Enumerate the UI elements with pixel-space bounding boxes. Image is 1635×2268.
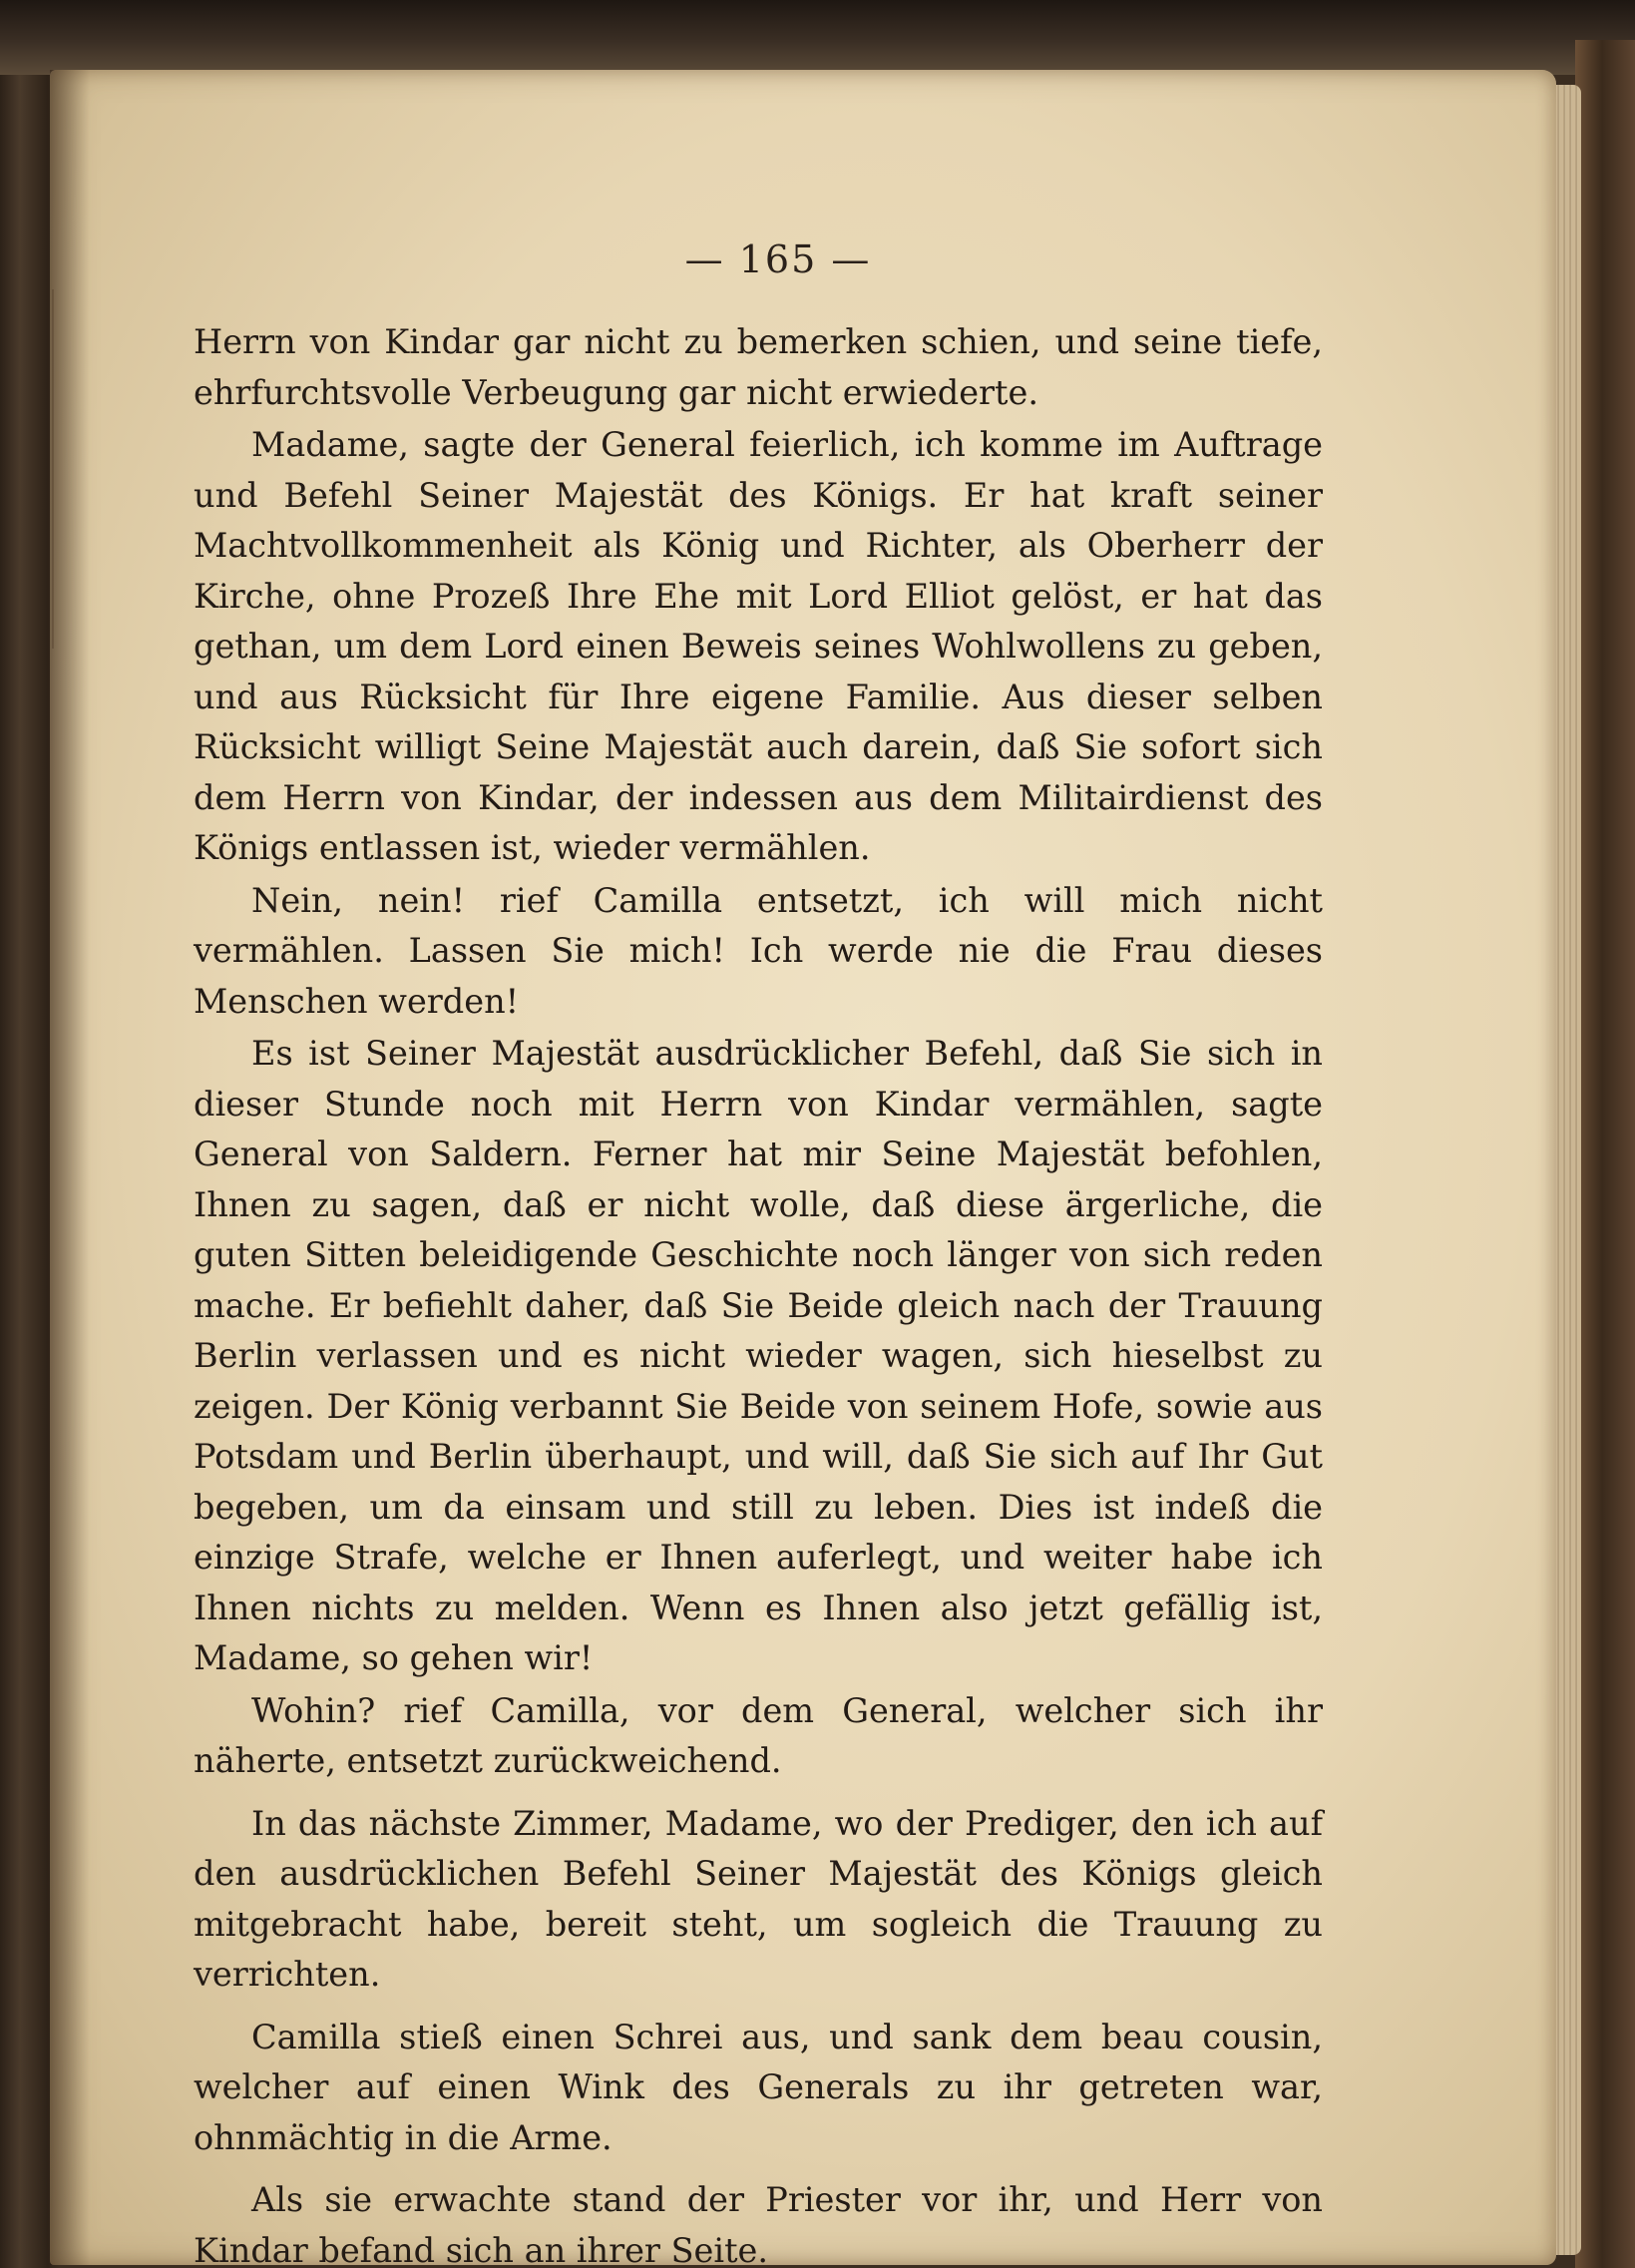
top-edge-shadow [0,0,1635,75]
paragraph: Nein, nein! rief Camilla entsetzt, ich will mich nicht vermählen. Lassen Sie mich! Ich werde nie die Frau dieses Menschen werden! [194,880,1323,1021]
paragraph: Es ist Seiner Majestät ausdrücklicher Befehl, daß Sie sich in dieser Stunde noch mit Herrn von Kindar vermählen, sagte General von Saldern. Ferner hat mir Seine Majestät befohlen, Ihnen zu sagen, daß er nicht wolle, daß diese ärgerliche, die guten Sitten beleidigende Geschichte noch länger von sich reden mache. Er befiehlt daher, daß Sie Beide gleich nach der Trauung Berlin verlassen und es nicht wieder wagen, sich hieselbst zu zeigen. Der König verbannt Sie Beide von seinem Hofe, sowie aus Potsdam und Berlin überhaupt, und will, daß Sie sich auf Ihr Gut begeben, um da einsam und still zu leben. Dies ist indeß die einzige Strafe, welche er Ihnen auferlegt, und weiter habe ich Ihnen nichts zu melden. Wenn es Ihnen also jetzt gefällig ist, Madame, so gehen wir! [194,1034,1323,1677]
paragraph: Wohin? rief Camilla, vor dem General, welcher sich ihr näherte, entsetzt zurückweichend. [194,1690,1323,1780]
book-cover-edge [1575,40,1635,2268]
paragraph: Madame, sagte der General feierlich, ich komme im Auftrage und Befehl Seiner Majestät des Königs. Er hat kraft seiner Machtvollkommenheit als König und Richter, als Oberherr der Kirche, ohne Prozeß Ihre Ehe mit Lord Elliot gelöst, er hat das gethan, um dem Lord einen Beweis seines Wohlwollens zu geben, und aus Rücksicht für Ihre eigene Familie. Aus dieser selben Rücksicht willigt Seine Majestät auch darein, daß Sie sofort sich dem Herrn von Kindar, der indessen aus dem Militairdienst des Königs entlassen ist, wieder vermählen. [194,425,1323,867]
margin-mark [52,289,54,649]
paragraph: In das nächste Zimmer, Madame, wo der Prediger, den ich auf den ausdrücklichen Befehl Seiner Majestät des Königs gleich mitgebracht habe, bereit steht, um sogleich die Trauung zu verrichten. [194,1803,1323,1994]
spine-shadow [50,70,90,2265]
paragraph: Camilla stieß einen Schrei aus, und sank dem beau cousin, welcher auf einen Wink des Generals zu ihr getreten war, ohnmächtig in die Arme. [194,2017,1323,2157]
paragraph: Herrn von Kindar gar nicht zu bemerken schien, und seine tiefe, ehrfurchtsvolle Verbeugung gar nicht erwiederte. [194,322,1323,412]
page-number: — 165 — [684,237,872,281]
body-text [194,317,1323,2268]
paragraph: Als sie erwachte stand der Priester vor ihr, und Herr von Kindar befand sich an ihrer Seite. [194,2180,1323,2268]
